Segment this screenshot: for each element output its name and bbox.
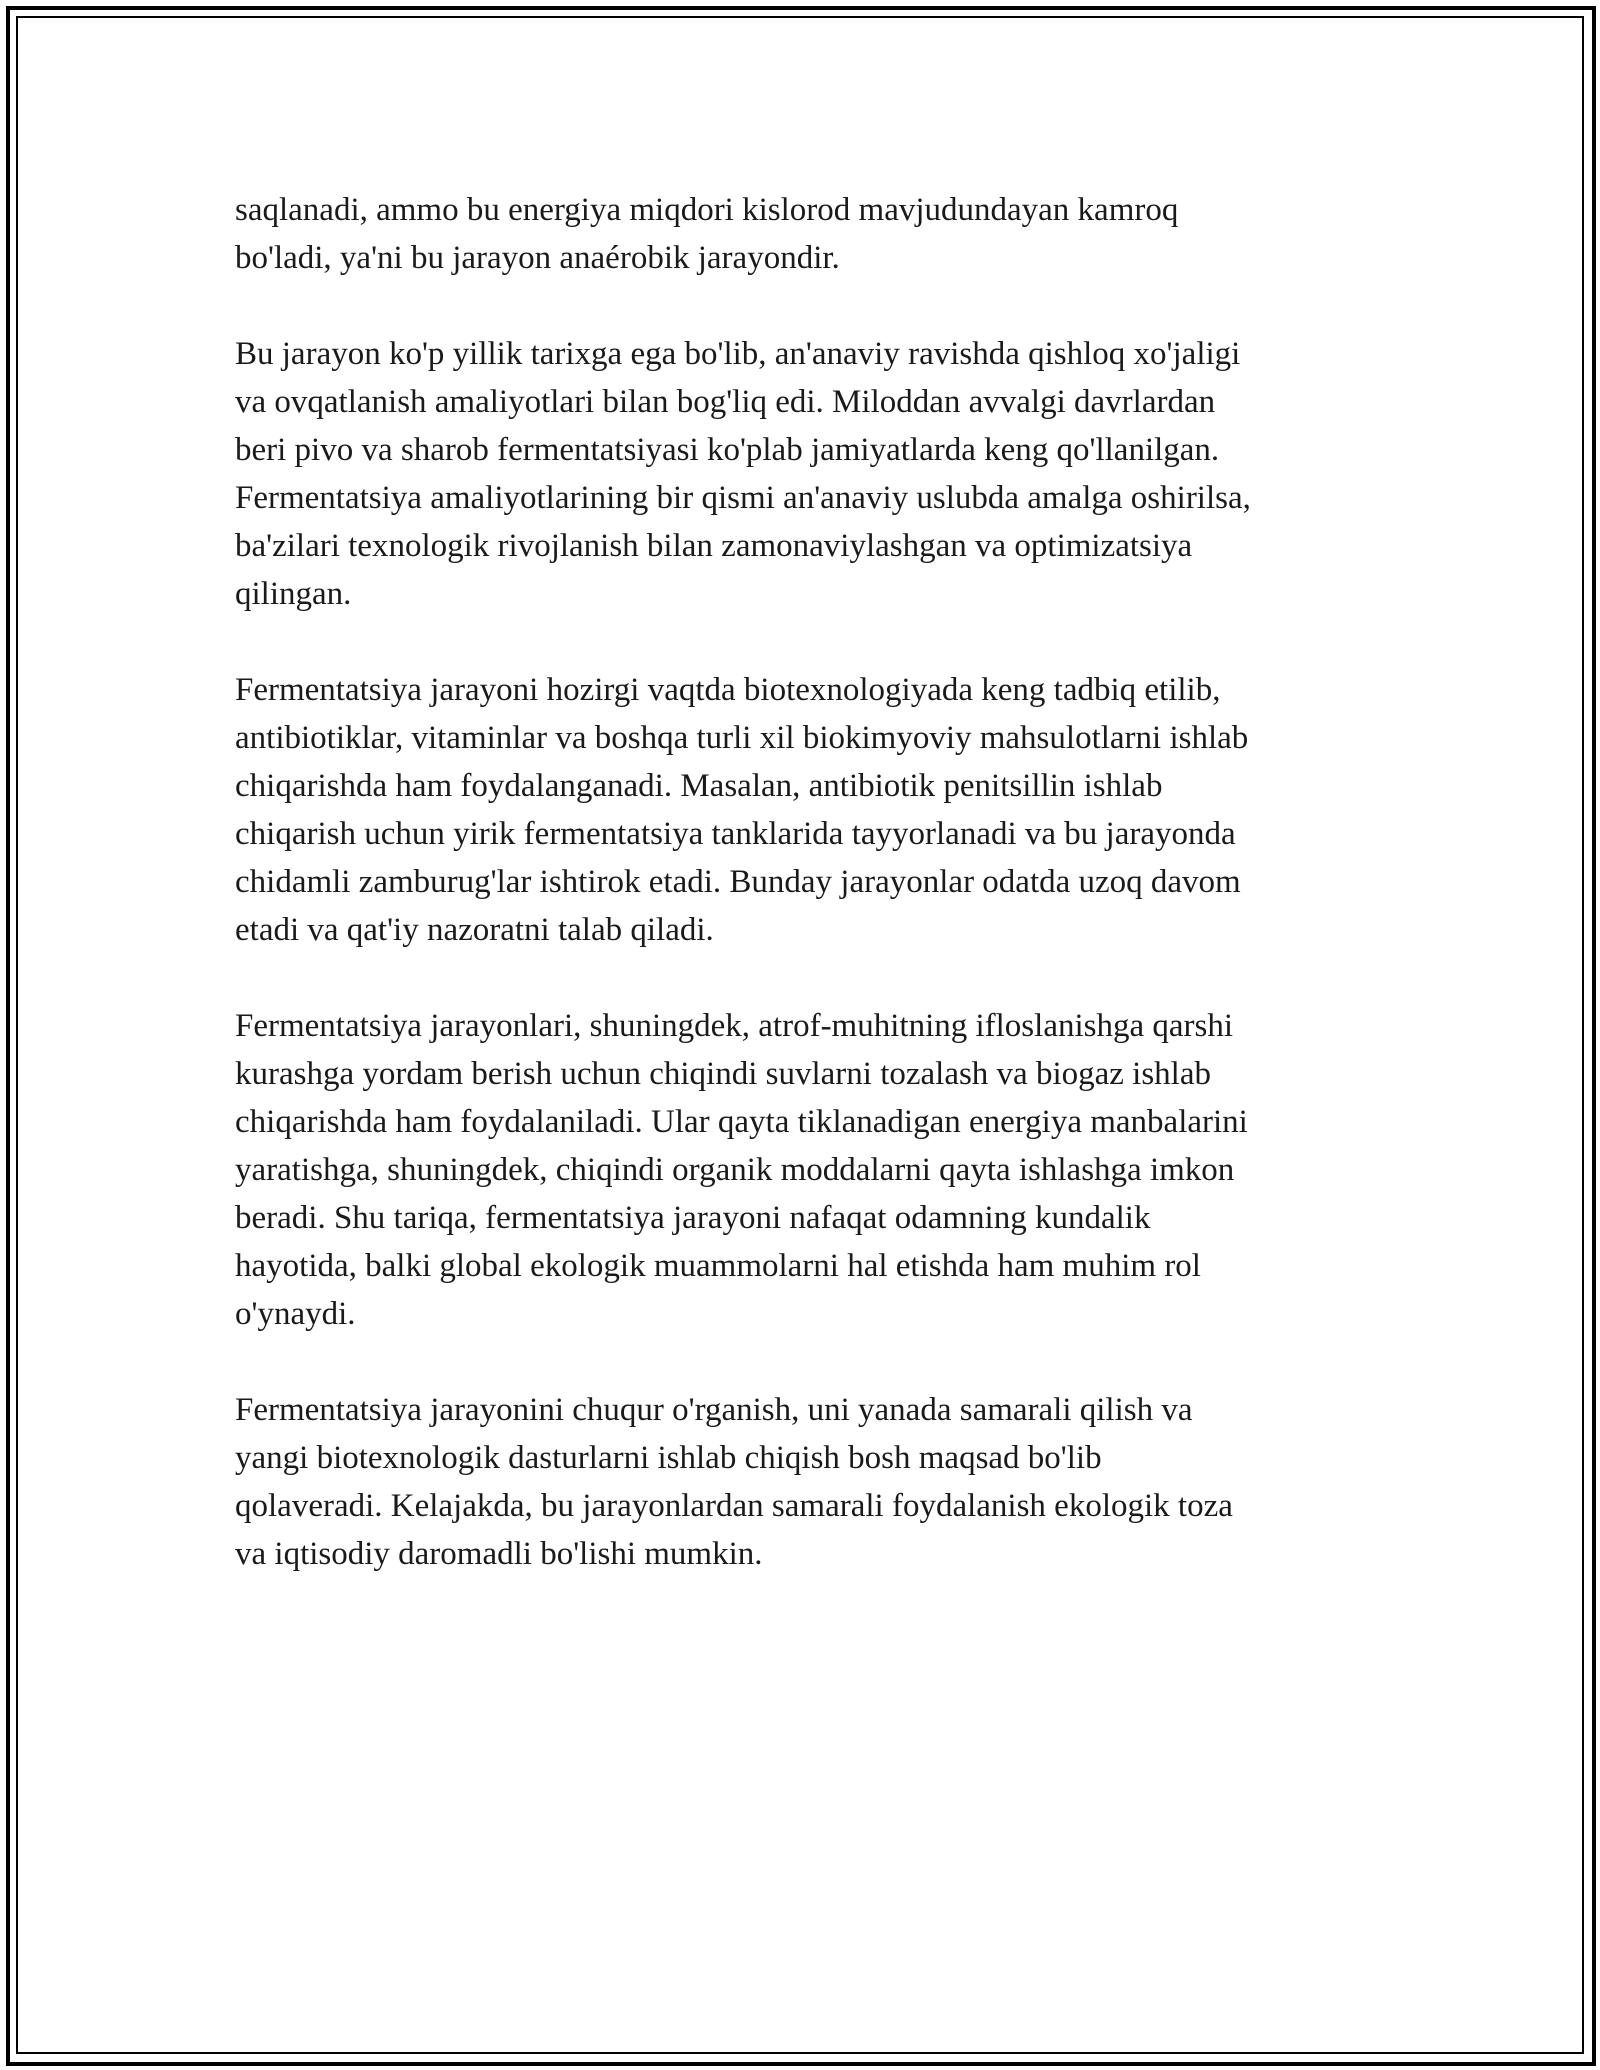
text-line: beri pivo va sharob fermentatsiyasi ko'plab jamiyatlarda keng qo'llanilgan. <box>235 432 1220 468</box>
text-line: Fermentatsiya amaliyotlarining bir qismi an'anaviy uslubda amalga oshirilsa, <box>235 480 1251 516</box>
text-line: chiqarishda ham foydalanganadi. Masalan, antibiotik penitsillin ishlab <box>235 768 1163 804</box>
text-line: qilingan. <box>235 576 352 612</box>
text-line: bo'ladi, ya'ni bu jarayon anaérobik jarayondir. <box>235 240 840 276</box>
text-line: antibiotiklar, vitaminlar va boshqa turli xil biokimyoviy mahsulotlarni ishlab <box>235 720 1249 756</box>
paragraph-2 <box>235 330 1385 618</box>
text-line: beradi. Shu tariqa, fermentatsiya jarayoni nafaqat odamning kundalik <box>235 1200 1151 1236</box>
text-line: yangi biotexnologik dasturlarni ishlab chiqish bosh maqsad bo'lib <box>235 1440 1102 1476</box>
document-body <box>235 186 1385 1578</box>
text-line: ba'zilari texnologik rivojlanish bilan zamonaviylashgan va optimizatsiya <box>235 528 1193 564</box>
text-line: yaratishga, shuningdek, chiqindi organik moddalarni qayta ishlashga imkon <box>235 1152 1235 1188</box>
text-line: kurashga yordam berish uchun chiqindi suvlarni tozalash va biogaz ishlab <box>235 1056 1211 1092</box>
text-line: Bu jarayon ko'p yillik tarixga ega bo'lib, an'anaviy ravishda qishloq xo'jaligi <box>235 336 1241 372</box>
text-line: va iqtisodiy daromadli bo'lishi mumkin. <box>235 1536 763 1572</box>
paragraph-4 <box>235 1002 1385 1338</box>
text-line: o'ynaydi. <box>235 1296 356 1332</box>
paragraph-3 <box>235 666 1385 954</box>
text-line: hayotida, balki global ekologik muammolarni hal etishda ham muhim rol <box>235 1248 1201 1284</box>
text-line: Fermentatsiya jarayonini chuqur o'rganish, uni yanada samarali qilish va <box>235 1392 1193 1428</box>
text-line: qolaveradi. Kelajakda, bu jarayonlardan samarali foydalanish ekologik toza <box>235 1488 1233 1524</box>
text-line: chiqarish uchun yirik fermentatsiya tanklarida tayyorlanadi va bu jarayonda <box>235 816 1236 852</box>
text-line: chiqarishda ham foydalaniladi. Ular qayta tiklanadigan energiya manbalarini <box>235 1104 1248 1140</box>
paragraph-1 <box>235 186 1385 282</box>
text-line: va ovqatlanish amaliyotlari bilan bog'liq edi. Miloddan avvalgi davrlardan <box>235 384 1216 420</box>
text-line: Fermentatsiya jarayoni hozirgi vaqtda biotexnologiyada keng tadbiq etilib, <box>235 672 1221 708</box>
paragraph-5 <box>235 1386 1385 1578</box>
text-line: chidamli zamburug'lar ishtirok etadi. Bunday jarayonlar odatda uzoq davom <box>235 864 1241 900</box>
text-line: Fermentatsiya jarayonlari, shuningdek, atrof-muhitning ifloslanishga qarshi <box>235 1008 1234 1044</box>
text-line: saqlanadi, ammo bu energiya miqdori kislorod mavjudundayan kamroq <box>235 192 1179 228</box>
text-line: etadi va qat'iy nazoratni talab qiladi. <box>235 912 714 948</box>
